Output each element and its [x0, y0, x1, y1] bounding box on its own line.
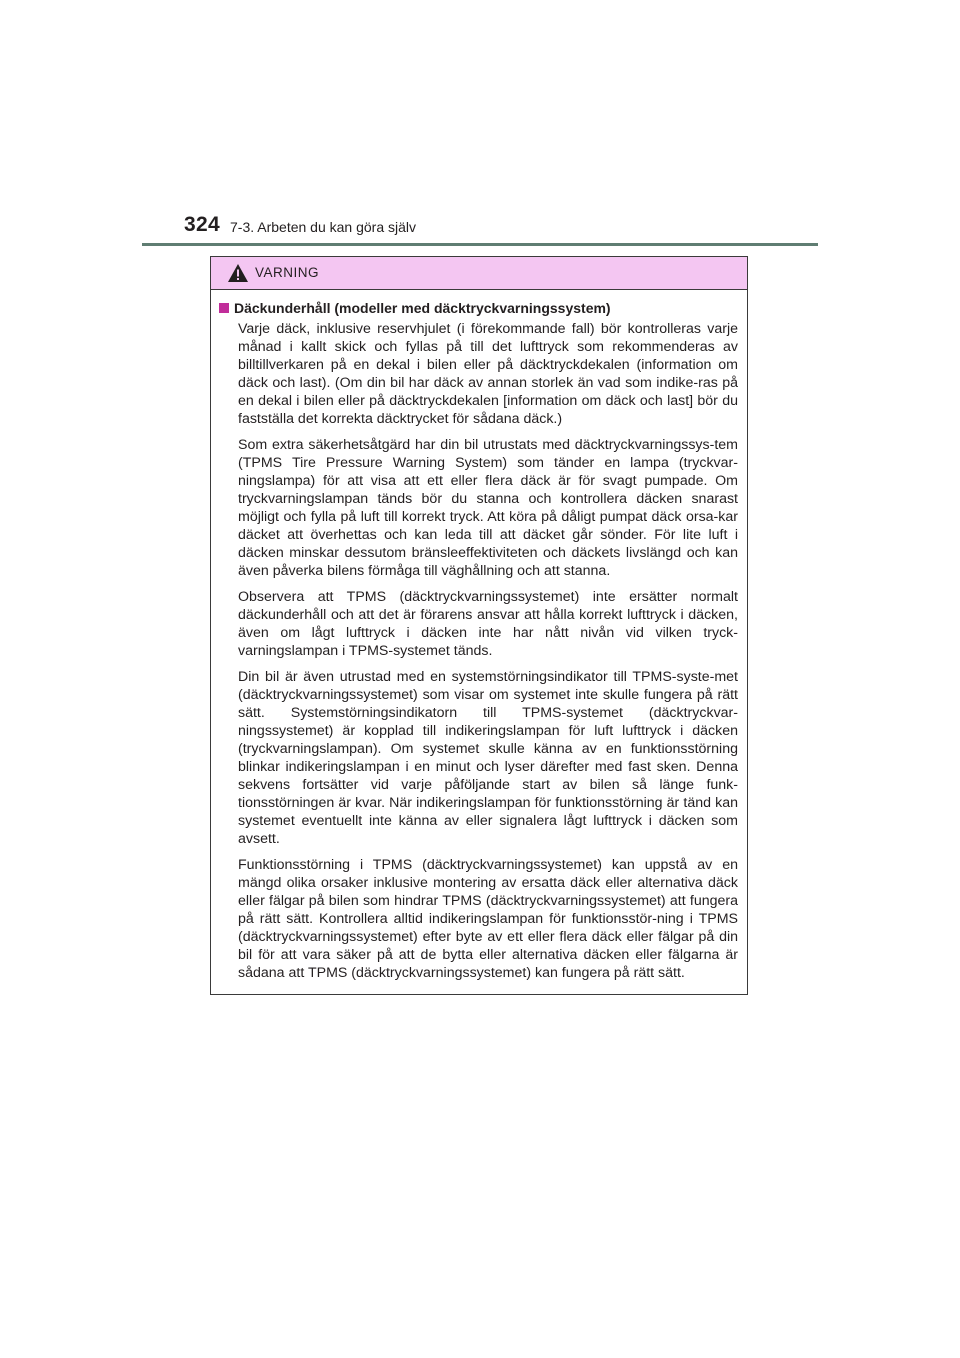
warning-label: VARNING	[255, 265, 320, 280]
paragraph: Din bil är även utrustad med en systemstörningsindikator till TPMS-syste-met (däcktryckvarningssystemet) som visar om systemet inte skulle fungera på rätt sätt. Systemstörningsindikatorn till TPMS-systemet (däcktryckvar-ningssystemet) är kopplad till indikeringslampan för luft lufttryck i däcken (tryckvarningslampan). Om systemet skulle känna av en funktionsstörning blinkar indikeringslampan i en minut och lyser därefter med fast sken. Denna sekvens fortsätter vid varje påföljande start av bilen så länge funk-tionsstörningen är kvar. När indikeringslampan för funktionsstörning är tänd kan systemet eventuellt inte känna av eller signalera lågt lufttryck i däcken som avsett.	[238, 669, 738, 847]
paragraph: Observera att TPMS (däcktryckvarningssystemet) inte ersätter normalt däckunderhåll och att det är förarens ansvar att hålla korrekt lufttryck i däcken, även om lågt lufttryck i däcken inte har nått nivån vid vilken tryck-varningslampan i TPMS-systemet tänds.	[238, 589, 738, 659]
warning-box	[210, 256, 748, 995]
subheading-text: Däckunderhåll (modeller med däcktryckvarningssystem)	[234, 300, 611, 316]
warning-triangle-icon	[227, 263, 249, 283]
paragraph: Som extra säkerhetsåtgärd har din bil utrustats med däcktryckvarningssys-tem (TPMS Tire Pressure Warning System) som tänder en lampa (tryckvar-ningslampa) för att visa att ett eller flera däck är för svagt pumpade. Om tryckvarningslampan tänds bör du stanna och kontrollera däcken snarast möjligt och fylla på luft till korrekt tryck. Att köra på dåligt pumpat däck orsa-kar däcket att överhettas och kan leda till att däcket går sönder. För lite luft i däcken minskar dessutom bränsleeffektiviteten och däckets livslängd och kan även påverka bilens förmåga till väghållning och att stanna.	[238, 437, 738, 579]
header-rule	[142, 243, 818, 246]
square-bullet-icon	[219, 303, 229, 313]
paragraph: Funktionsstörning i TPMS (däcktryckvarningssystemet) kan uppstå av en mängd olika orsaker inklusive montering av ersatta däck eller alternativa däck eller fälgar på bilen som hindrar TPMS (däcktryckvarningssystemet) att fungera på rätt sätt. Kontrollera alltid indikeringslampan för funktionsstör-ning i TPMS (däcktryckvarningssystemet) efter byte av ett eller flera däck eller fälgar på din bil för att vara säker på att de bytta eller alternativa däcken eller fälgarna är sådana att TPMS (däcktryckvarningssystemet) kan fungera på rätt sätt.	[238, 857, 738, 981]
warning-subheading	[219, 299, 738, 317]
section-title: 7-3. Arbeten du kan göra själv	[230, 219, 417, 235]
page-number: 324	[184, 213, 220, 236]
warning-body	[211, 290, 747, 982]
paragraph: Varje däck, inklusive reservhjulet (i förekommande fall) bör kontrolleras varje månad i kallt skick och fyllas på till det lufttryck som rekommenderas av billtillverkaren på en dekal i bilen eller på däcktryckdekalen (information om däck och last). (Om din bil har däck av annan storlek än vad som indike-ras på en dekal i bilen eller på däcktryckdekalen [information om däck och last] bör du fastställa det korrekta däcktrycket för sådana däck.)	[238, 321, 738, 427]
warning-header	[211, 257, 747, 290]
